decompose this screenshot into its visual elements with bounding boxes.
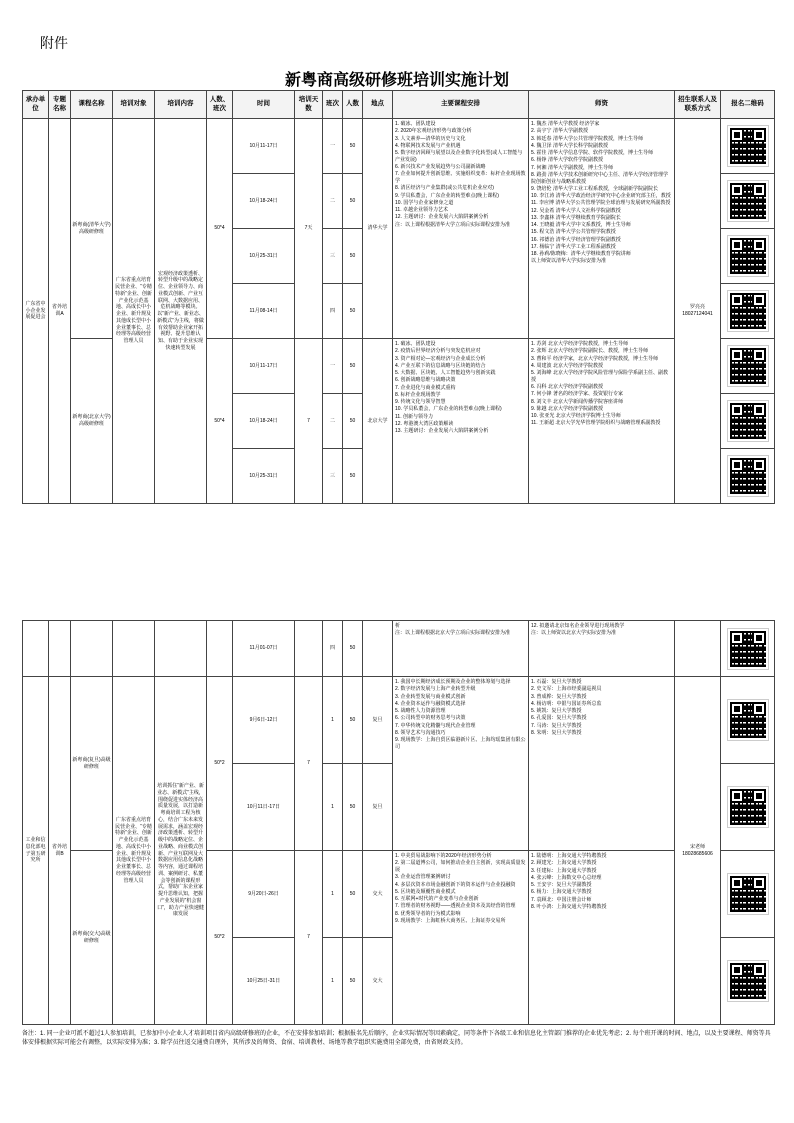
session-num: 50	[343, 621, 363, 677]
list-item: 7. 企业如何提升创新思维、实施组织变革：标杆企业现场教学	[395, 171, 526, 184]
header-qr: 报名二维码	[721, 91, 775, 119]
place-cell: 清华大学	[363, 119, 393, 339]
session-class: 三	[323, 229, 343, 284]
qr-cell	[721, 394, 775, 449]
session-class: 1	[323, 677, 343, 764]
list-item: 2. 疫情后世界经济分析与突发危机应对	[395, 348, 481, 355]
header-count: 人数、班次	[207, 91, 233, 119]
page-title: 新粤商高级研修班培训实施计划	[284, 70, 509, 89]
content-cell: 培训抓住“新产业、新业态、新模式”主线，围绕促进实体经济高质量发展，以打造新粤商培训工程为核心，结合广东未来发展需求，涵盖宏观经济政策透析、转型升级中的战略定位、企业战略、商业模式创新、产业互联网及大数据应用信息化战略等内容，通过课程培训、案例研讨、私董会等创新的课程形式，帮助广东企业家提升思维认知，把握产业发展的“机会窗口”，助力产业快速健康发展	[155, 677, 207, 1025]
list-item: 8. 路劲 清华大学技术创新研究中心主任、清华大学经济管理学院创新创业与战略系教授	[531, 171, 668, 185]
qr-code-icon[interactable]	[728, 236, 768, 276]
qr-code-icon[interactable]	[728, 291, 768, 331]
list-item: 7. 何湘 清华大学副教授，博士生导师	[531, 164, 613, 171]
list-item: 7. 何小锋 著名的经济学家、投资银行专家	[531, 391, 623, 398]
days-cell: 7	[295, 851, 323, 1025]
list-item: 3. 企业转型发展与商业模式创新	[395, 693, 466, 700]
list-item: 6. 新兴技术产业发展趋势与公司副新战略	[395, 164, 486, 170]
count-cell: 50*2	[207, 851, 233, 1025]
session-num: 50	[343, 764, 363, 851]
qr-code-icon[interactable]	[728, 456, 768, 496]
list-item: 8. 叶小鸿：上海交通大学特聘教授	[531, 903, 607, 910]
session-num: 50	[343, 449, 363, 504]
list-item: 15. 程文浩 清华大学公共管理学院教授	[531, 229, 616, 236]
qr-code-icon[interactable]	[728, 126, 768, 166]
list-item: 4. 张云峰：上海数交中心总经理	[531, 874, 602, 881]
session-class: 一	[323, 339, 343, 394]
list-item: 2. 2020年宏观经济形势与政策分析	[395, 128, 472, 135]
session-time: 10月11-17日	[233, 339, 295, 394]
session-time: 11月08-14日	[233, 284, 295, 339]
list-item: 9. 学员私董会，广东企业的转型难点(晚上课程)	[395, 192, 499, 199]
list-item: 7. 企业进化与商业模式重构	[395, 384, 456, 391]
plan-table-bottom	[22, 620, 775, 1025]
course-name-cell: 新粤商(清华大学)高级研修班	[71, 119, 113, 339]
list-item: 3. 资产相对论—宏观经济与企业成长分析	[395, 355, 486, 362]
session-time: 10月25-31日	[233, 229, 295, 284]
session-time: 10月18-24日	[233, 394, 295, 449]
header-course: 课程名称	[71, 91, 113, 119]
list-item: 5. 姚凯：复旦大学教授	[531, 708, 582, 714]
list-item: 8. 标杆企业现场教学	[395, 391, 441, 398]
list-item: 7. 袁顾北：中国注册会计师	[531, 896, 592, 903]
qr-cell	[721, 339, 775, 394]
list-item: 8. 朱明：复旦大学教授	[531, 729, 582, 736]
list-item: 18. 孙莉/陈晓梅：清华大学继续教育学院讲师	[531, 251, 631, 257]
session-class: 一	[323, 119, 343, 174]
topic-cell: 省外培训A	[49, 119, 71, 504]
session-class: 二	[323, 174, 343, 229]
list-item: 1. 我国中长期经济成长预期及企业的整体筹划与选择	[395, 679, 511, 685]
qr-cell	[721, 677, 775, 764]
session-time: 9月6日-12日	[233, 677, 295, 764]
list-item: 3. 曾成桦：复旦大学教授	[531, 693, 587, 700]
session-time: 10月11-17日	[233, 119, 295, 174]
header-place: 地点	[363, 91, 393, 119]
target-cell: 广东省重点培育民营企业、“专精特新”企业、创新产业化示范基地、高成长中小企业、新升规及其他成长型中小企业董事长、总经理等高级经营管理人员	[113, 677, 155, 1025]
list-item: 8. 领导艺术与沟通技巧	[395, 729, 446, 736]
list-item: 2. 史文军：上海市经委副巡视员	[531, 686, 602, 693]
list-item: 4. 魏卫泽 清华大学长科学院副教授	[531, 142, 608, 149]
qr-cell	[721, 621, 775, 677]
list-item: 2. 顾建光：上海交通大学教授	[531, 860, 597, 867]
org-cell: 广东省中小企业发展促进会	[23, 119, 49, 504]
course-name-cell: 新粤商(交大)高级研修班	[71, 851, 113, 1025]
session-class: 四	[323, 284, 343, 339]
list-item: 3. 企业运营管理案例研讨	[395, 874, 451, 881]
list-item: 5. 区块链及颠覆性商业模式	[395, 888, 456, 895]
list-item: 13. 李鑫林 清华大学继续教育学院副院长	[531, 214, 621, 221]
teachers-cell	[529, 677, 675, 851]
session-time: 10月18-24日	[233, 174, 295, 229]
list-item: 5. 王安宇：复旦大学副教授	[531, 882, 592, 888]
list-item: 2. 数字经济发展与上海产业转型升级	[395, 686, 476, 693]
session-class: 三	[323, 449, 343, 504]
list-item: 8. 刘文丰 北京大学新闻传播学院客座讲师	[531, 398, 623, 405]
list-item: 6. 冯科 北京大学经济学院副教授	[531, 384, 603, 390]
list-item: 4. 产业互联下的信息战略与区块链的结合	[395, 362, 486, 369]
list-item: 5. 战略性人力资源管理	[395, 708, 446, 714]
header-teachers: 师资	[529, 91, 675, 119]
teachers-cell	[529, 851, 675, 1025]
session-num: 50	[343, 677, 363, 764]
session-num: 50	[343, 339, 363, 394]
teachers-cell	[529, 339, 675, 504]
list-item: 7. 管理者的财务视野——透视企业资本及其经营的管理	[395, 903, 516, 910]
session-num: 50	[343, 851, 363, 938]
list-item: 5. 刘海峰 北京大学经济学院风险管理与保险学系副主任、副教授	[531, 370, 668, 383]
qr-code-icon[interactable]	[728, 629, 768, 669]
list-item: 8. 清区经济与产业集群(或公共危机企业应对)	[395, 185, 494, 192]
list-item: 16. 祁德治 清华大学经济管理学院副教授	[531, 236, 621, 243]
list-item: 4. 企业资本运作与融资模式选择	[395, 700, 466, 707]
list-item: 12. 吴金希 清华大学人文社科学院副教授	[531, 207, 621, 214]
list-item: 5. 数字经济回顾与展望以及企业数字化转型(或人工智能与产业发展)	[395, 150, 523, 163]
contact-cell: 罗亮亮 18027124041	[675, 119, 721, 504]
list-item: 9. 饶培伦 清华大学工业工程系教授，全球副新学院副院长	[531, 185, 658, 192]
list-item: 11. 卓越企业领导力艺术	[395, 207, 448, 213]
target-cell: 广东省重点培育民营企业、“专精特新”企业、创新产业化示范基地、高成长中小企业、新升规及其他成长型中小企业董事长、总经理等高级经营管理人员	[113, 119, 155, 504]
header-target: 培训对象	[113, 91, 155, 119]
list-item: 9. 传统文化与领导智慧	[395, 399, 446, 405]
list-item: 1. 破冰、团队建设	[395, 341, 436, 347]
session-class: 四	[323, 621, 343, 677]
list-item: 12. 主题研讨：企业发展六大陷阱案例分析	[395, 214, 489, 221]
list-item: 7. 马涛：复旦大学教授	[531, 722, 582, 729]
list-item: 1. 苏剑 北京大学经济学院教授，博士生导师	[531, 341, 628, 347]
qr-code-icon[interactable]	[728, 401, 768, 441]
session-num: 50	[343, 229, 363, 284]
table-row	[23, 119, 775, 174]
list-item: 10. 国学与企业家修身之道	[395, 199, 454, 206]
list-item: 10. 张亚光 北京大学经济学院博士生导师	[531, 413, 621, 419]
curriculum-cell	[393, 339, 529, 504]
table-row	[23, 621, 775, 677]
list-item: 5. 霍佳 清华大学信息学院、软件学院教授，博士生导师	[531, 150, 653, 156]
list-item: 11. 创新与领导力	[395, 413, 433, 420]
qr-cell	[721, 449, 775, 504]
list-item: 2. 张辉 北京大学经济学院副院长、教授，博士生导师	[531, 348, 648, 355]
list-item: 6. 杨力：上海交通大学教授	[531, 889, 592, 896]
place-cell: 复旦	[363, 677, 393, 764]
session-time: 10月25-31日	[233, 449, 295, 504]
org-cell: 工业和信息化部电子第五研究所	[23, 677, 49, 1025]
curriculum-cell	[393, 677, 529, 851]
qr-cell	[721, 174, 775, 229]
list-item: 1. 中美贸易战影响下的2020年经济形势分析	[395, 853, 492, 859]
list-item: 4. 杨访明：中银与国证券所总监	[531, 700, 602, 707]
session-num: 50	[343, 174, 363, 229]
session-num: 50	[343, 284, 363, 339]
list-item: 4. 周建波 北京大学经济学院教授	[531, 362, 603, 369]
list-item: 14. 王晓毅 清华大学中文系教授，博士生导师	[531, 222, 631, 228]
list-item: 4. 多层次资本市场金融创新下的资本运作与企业投融资	[395, 881, 516, 888]
list-item: 8. 优秀领导者的行为模式影响	[395, 910, 461, 917]
session-time: 9月20日-26日	[233, 851, 295, 938]
plan-table-top	[22, 90, 775, 504]
session-time: 10月25日-31日	[233, 938, 295, 1025]
session-class: 二	[323, 394, 343, 449]
curriculum-cell: 析 注：以上课程根据北京大学立项后实际课程安排为准	[393, 621, 529, 677]
list-item: 6. 创新战略思维与战略决策	[395, 377, 456, 384]
session-num: 50	[343, 938, 363, 1025]
session-num: 50	[343, 119, 363, 174]
course-name-cell: 新粤商(复旦)高级研修班	[71, 677, 113, 851]
qr-code-icon[interactable]	[728, 700, 768, 740]
teachers-cell	[529, 119, 675, 339]
place-cell: 北京大学	[363, 339, 393, 504]
curriculum-cell	[393, 119, 529, 339]
list-item: 2. 第二届道博公司，如何推动企业自主创新，实现高质量发展	[395, 860, 526, 873]
count-cell: 50*4	[207, 339, 233, 504]
qr-cell	[721, 229, 775, 284]
days-cell: 7天	[295, 119, 323, 339]
days-cell: 7	[295, 339, 323, 504]
list-item: 5. 大数据、区块链、人工智能趋势与创新实践	[395, 370, 496, 376]
list-item: 1. 破冰、团队建设	[395, 121, 436, 127]
qr-cell	[721, 938, 775, 1025]
list-item: 9. 现场教学：上海自贸区临港新片区、上海均瑶集团有限公司	[395, 737, 526, 750]
list-item: 1. 魏杰 清华大学教授 经济学家	[531, 121, 600, 127]
count-cell: 50*4	[207, 119, 233, 339]
list-item: 4. 物联网技术发展与产业机遇	[395, 142, 461, 149]
header-days: 培训天数	[295, 91, 323, 119]
list-item: 9. 陈越 北京大学经济学院副教授	[531, 405, 603, 412]
session-num: 50	[343, 394, 363, 449]
list-item: 6. 互联网+时代的产业变革与企业创新	[395, 896, 479, 902]
qr-code-icon[interactable]	[728, 346, 768, 386]
qr-cell	[721, 119, 775, 174]
qr-cell	[721, 764, 775, 851]
list-item: 6. 孔爱国：复旦大学教授	[531, 715, 587, 722]
count-cell: 50*2	[207, 677, 233, 851]
place-cell: 复旦	[363, 764, 393, 851]
list-item: 10. 学员私董会，广东企业的转型难点(晚上课程)	[395, 406, 502, 413]
days-cell: 7	[295, 677, 323, 851]
list-item: 12. 粤港澳大湾区政策解读	[395, 420, 454, 427]
header-topic: 专题名称	[49, 91, 71, 119]
session-time: 11月01-07日	[233, 621, 295, 677]
header-org: 承办单位	[23, 91, 49, 119]
list-item: 11. 王新超 北京大学光华管理学院组织与战略管理系副教授	[531, 420, 661, 427]
list-item: 3. 人文素养—清华的历史与文化	[395, 135, 466, 142]
header-content: 培训内容	[155, 91, 207, 119]
contact-cell: 宋老师 18028685606	[675, 677, 721, 1025]
list-item: 10. 李江涛 清华大学政治经济学研究中心企业研究部主任，教授	[531, 193, 671, 199]
list-item: 7. 中华传统文化精髓与现代企业管理	[395, 722, 476, 729]
list-item: 1. 石磊：复旦大学教授	[531, 679, 582, 685]
content-cell: 宏观经济政策透析、转型升级中的战略定位、企业领导力、商业模式创新、产业互联网、大数据应用、危机战略等模块。以“新产业、新业态、新模式”为主线，将做有效帮助企业家开拓视野、提升思维认知、有助于企业实现快速转型发展	[155, 119, 207, 504]
session-class: 1	[323, 851, 343, 938]
session-time: 10月11日-17日	[233, 764, 295, 851]
header-curriculum: 主要课程安排	[393, 91, 529, 119]
qr-code-icon[interactable]	[728, 787, 768, 827]
place-cell: 交大	[363, 851, 393, 938]
teachers-cell: 12. 拟邀请北京知名企业领导进行现场教学 注：以上师资以北京大学实际安排为准	[529, 621, 675, 677]
list-item: 6. 公司转型中的财务思考与决策	[395, 715, 466, 722]
list-item: 9. 现场教学：上海虹桥大商务区、上海证券交易所	[395, 917, 506, 924]
footnote: 备注：1. 同一企业可派不超过1人参加培训，已参加中小企业人才培训项目省内高级研修班的企业，不在安排参加培训；根据报名先后顺序，企业实际情况等因素确定，同等条件下各级工业和信息化主管部门推荐的企业优先考虑；2. 每个班开课的时间、地点，以及主要课程、师资等具体安排根据实际可能会有调整，以实际安排为准；3. 除学员往返交通费自理外，其所涉及的师资、食宿、培训教材、场地等教学组织实施费用全部免费，由省财政支持。	[22, 1031, 771, 1046]
curriculum-cell	[393, 851, 529, 1025]
header-time: 时间	[233, 91, 295, 119]
list-item: 3. 曹和平 经济学家，北京大学经济学院教授，博士生导师	[531, 355, 658, 362]
list-item: 13. 主题研讨：企业发展六大陷阱案例分析	[395, 428, 489, 434]
list-item: 以上师资以清华大学实际安排为准	[531, 258, 607, 265]
list-item: 注：以上课程根据清华大学立项后实际课程安排为准	[395, 221, 511, 228]
qr-cell	[721, 284, 775, 339]
session-class: 1	[323, 764, 343, 851]
list-item: 6. 杨铮 清华大学软件学院副教授	[531, 157, 603, 164]
qr-cell	[721, 851, 775, 938]
qr-code-icon[interactable]	[728, 181, 768, 221]
list-item: 17. 杨临宁 清华大学工业工程系副教授	[531, 243, 616, 250]
header-contact: 招生联系人及联系方式	[675, 91, 721, 119]
topic-cell: 省外培训B	[49, 677, 71, 1025]
list-item: 1. 陆德明：上海交通大学特聘教授	[531, 853, 607, 859]
header-row	[23, 91, 775, 119]
qr-code-icon[interactable]	[728, 961, 768, 1001]
list-item: 3. 韩廷春 清华大学公共管理学院教授，博士生导师	[531, 135, 643, 142]
session-class: 1	[323, 938, 343, 1025]
table-row	[23, 677, 775, 764]
annex-label: 附件	[40, 35, 68, 51]
header-class: 班次	[323, 91, 343, 119]
course-name-cell: 新粤商(北京大学)高级研修班	[71, 339, 113, 504]
list-item: 3. 任建标：上海交通大学教授	[531, 867, 597, 874]
list-item: 2. 高宇宁 清华大学副教授	[531, 128, 588, 135]
qr-code-icon[interactable]	[728, 874, 768, 914]
place-cell: 交大	[363, 938, 393, 1025]
list-item: 11. 李应博 清华大学公共管理学院全球治理与发展研究所副教授	[531, 200, 671, 207]
header-num: 人数	[343, 91, 363, 119]
